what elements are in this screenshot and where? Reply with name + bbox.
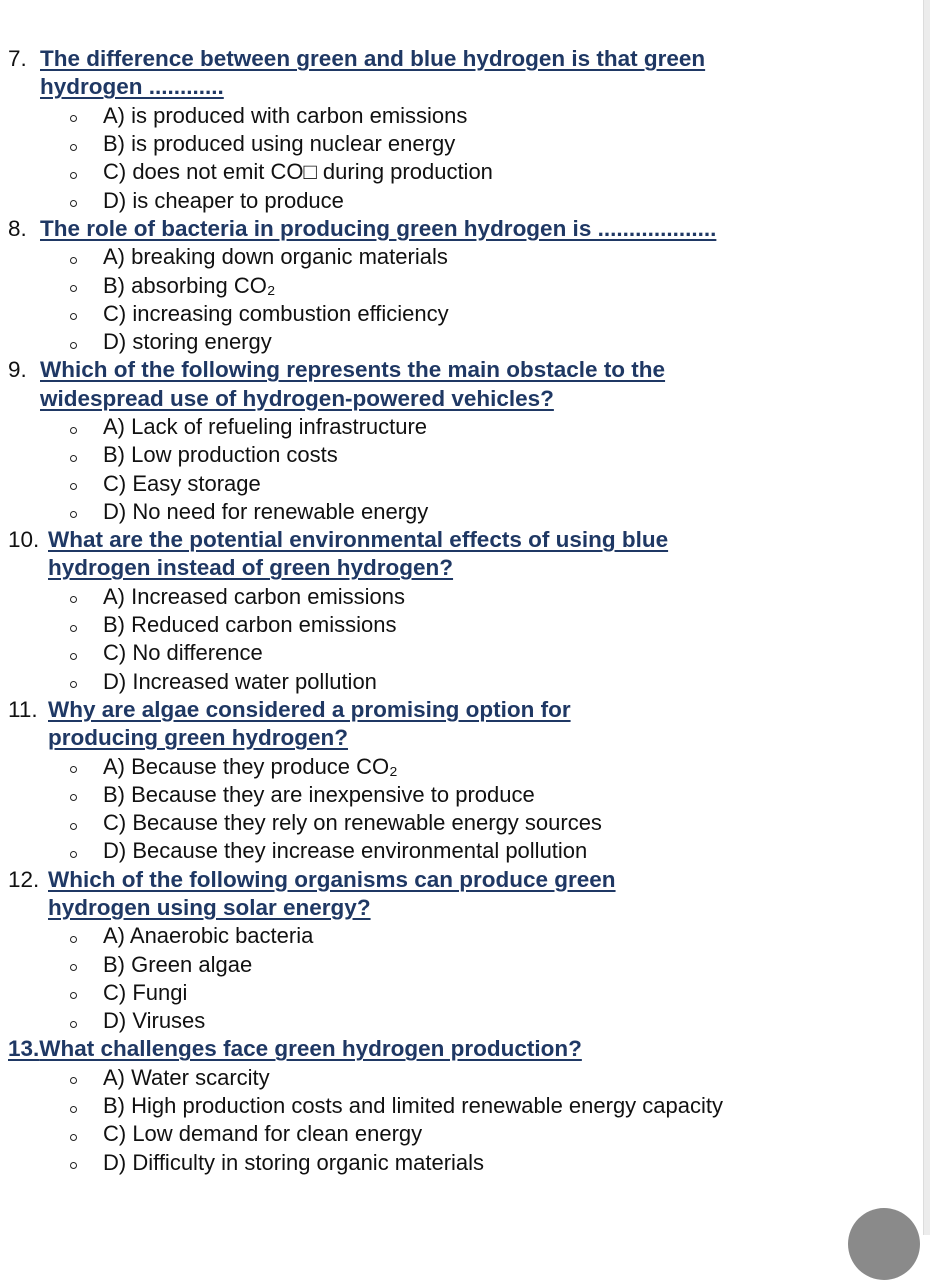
option-item <box>8 1064 908 1092</box>
circle-bullet-icon <box>70 964 77 971</box>
option-item <box>8 951 908 979</box>
question-number: 8. <box>8 215 27 241</box>
circle-bullet-icon <box>70 144 77 151</box>
circle-bullet-icon <box>70 455 77 462</box>
question-list <box>8 45 908 1177</box>
option-text: B) High production costs and limited renewable energy capacity <box>103 1093 723 1119</box>
circle-bullet-icon <box>70 427 77 434</box>
option-text: A) is produced with carbon emissions <box>103 102 468 128</box>
circle-bullet-icon <box>70 313 77 320</box>
option-item <box>8 158 908 186</box>
option-list <box>8 243 908 356</box>
option-text: B) Reduced carbon emissions <box>103 612 397 638</box>
option-list <box>8 752 908 865</box>
circle-bullet-icon <box>70 794 77 801</box>
question-heading <box>8 526 908 583</box>
page-edge <box>923 0 930 1235</box>
option-text: D) Increased water pollution <box>103 668 377 694</box>
question-7 <box>8 45 908 215</box>
option-text: A) breaking down organic materials <box>103 244 448 270</box>
circle-bullet-icon <box>70 1134 77 1141</box>
option-text: B) is produced using nuclear energy <box>103 131 456 157</box>
circle-bullet-icon <box>70 653 77 660</box>
circle-bullet-icon <box>70 172 77 179</box>
option-list <box>8 413 908 526</box>
option-item <box>8 781 908 809</box>
corner-circle-shape <box>848 1208 920 1280</box>
circle-bullet-icon <box>70 511 77 518</box>
option-list <box>8 102 908 215</box>
circle-bullet-icon <box>70 115 77 122</box>
question-heading <box>8 866 908 923</box>
question-text: What challenges face green hydrogen production? <box>39 1036 582 1062</box>
question-heading <box>8 356 908 413</box>
circle-bullet-icon <box>70 625 77 632</box>
circle-bullet-icon <box>70 681 77 688</box>
option-text: B) Green algae <box>103 951 253 977</box>
option-text: B) Because they are inexpensive to produce <box>103 781 535 807</box>
question-11 <box>8 696 908 866</box>
question-text: Why are algae considered a promising option for producing green hydrogen? <box>48 696 571 751</box>
option-item <box>8 922 908 950</box>
circle-bullet-icon <box>70 936 77 943</box>
circle-bullet-icon <box>70 992 77 999</box>
question-heading <box>8 1035 908 1063</box>
question-heading <box>8 45 908 102</box>
option-item <box>8 583 908 611</box>
option-item <box>8 413 908 441</box>
option-item <box>8 130 908 158</box>
circle-bullet-icon <box>70 257 77 264</box>
option-text: B) Low production costs <box>103 442 338 468</box>
option-item <box>8 668 908 696</box>
option-text: A) Lack of refueling infrastructure <box>103 414 428 439</box>
question-8 <box>8 215 908 356</box>
option-text: A) Water scarcity <box>103 1064 270 1090</box>
option-text: D) Viruses <box>103 1008 206 1034</box>
question-number: 9. <box>8 357 27 383</box>
circle-bullet-icon <box>70 342 77 349</box>
option-item <box>8 809 908 837</box>
circle-bullet-icon <box>70 200 77 207</box>
question-13 <box>8 1035 908 1176</box>
circle-bullet-icon <box>70 483 77 490</box>
question-number: 13. <box>8 1036 40 1062</box>
question-number: 10. <box>8 527 40 553</box>
circle-bullet-icon <box>70 1162 77 1169</box>
option-item <box>8 271 908 299</box>
question-10 <box>8 526 908 696</box>
option-item <box>8 469 908 497</box>
option-item <box>8 1120 908 1148</box>
question-number: 11. <box>8 696 38 722</box>
circle-bullet-icon <box>70 1077 77 1084</box>
circle-bullet-icon <box>70 1106 77 1113</box>
option-item <box>8 639 908 667</box>
option-item <box>8 328 908 356</box>
option-item <box>8 243 908 271</box>
question-number: 7. <box>8 46 27 71</box>
circle-bullet-icon <box>70 1021 77 1028</box>
option-text: C) increasing combustion efficiency <box>103 300 449 326</box>
option-item <box>8 611 908 639</box>
circle-bullet-icon <box>70 766 77 773</box>
option-item <box>8 752 908 780</box>
option-text: C) Fungi <box>103 979 188 1005</box>
circle-bullet-icon <box>70 285 77 292</box>
question-text: The difference between green and blue hydrogen is that green hydrogen ............ <box>40 46 706 100</box>
circle-bullet-icon <box>70 596 77 603</box>
option-list <box>8 922 908 1035</box>
question-text: Which of the following represents the main obstacle to the widespread use of hydrogen-powered vehicles? <box>40 357 666 411</box>
option-text: C) No difference <box>103 640 263 666</box>
option-text: B) absorbing CO₂ <box>103 272 276 298</box>
option-list <box>8 1064 908 1177</box>
question-text: Which of the following organisms can produce green hydrogen using solar energy? <box>48 866 616 920</box>
option-text: C) Low demand for clean energy <box>103 1121 423 1147</box>
question-9 <box>8 356 908 526</box>
option-item <box>8 1007 908 1035</box>
question-text: What are the potential environmental effects of using blue hydrogen instead of green hydrogen? <box>48 527 669 581</box>
option-item <box>8 979 908 1007</box>
option-item <box>8 498 908 526</box>
question-text: The role of bacteria in producing green hydrogen is ................... <box>40 215 717 241</box>
option-text: D) No need for renewable energy <box>103 498 429 524</box>
option-text: A) Increased carbon emissions <box>103 583 406 609</box>
circle-bullet-icon <box>70 823 77 830</box>
option-text: D) is cheaper to produce <box>103 187 344 213</box>
option-item <box>8 186 908 214</box>
question-heading <box>8 215 908 243</box>
option-item <box>8 1092 908 1120</box>
option-item <box>8 837 908 865</box>
circle-bullet-icon <box>70 851 77 858</box>
option-item <box>8 102 908 130</box>
option-text: C) Because they rely on renewable energy sources <box>103 810 602 836</box>
option-item <box>8 1149 908 1177</box>
question-heading <box>8 696 908 753</box>
option-item <box>8 441 908 469</box>
question-number: 12. <box>8 866 40 892</box>
question-12 <box>8 866 908 1036</box>
option-text: C) does not emit CO□ during production <box>103 159 493 185</box>
option-list <box>8 583 908 696</box>
option-text: A) Anaerobic bacteria <box>103 923 314 949</box>
option-text: D) storing energy <box>103 329 272 355</box>
option-item <box>8 300 908 328</box>
option-text: D) Because they increase environmental pollution <box>103 838 588 864</box>
option-text: C) Easy storage <box>103 470 261 496</box>
option-text: D) Difficulty in storing organic materials <box>103 1149 485 1175</box>
option-text: A) Because they produce CO₂ <box>103 753 398 779</box>
